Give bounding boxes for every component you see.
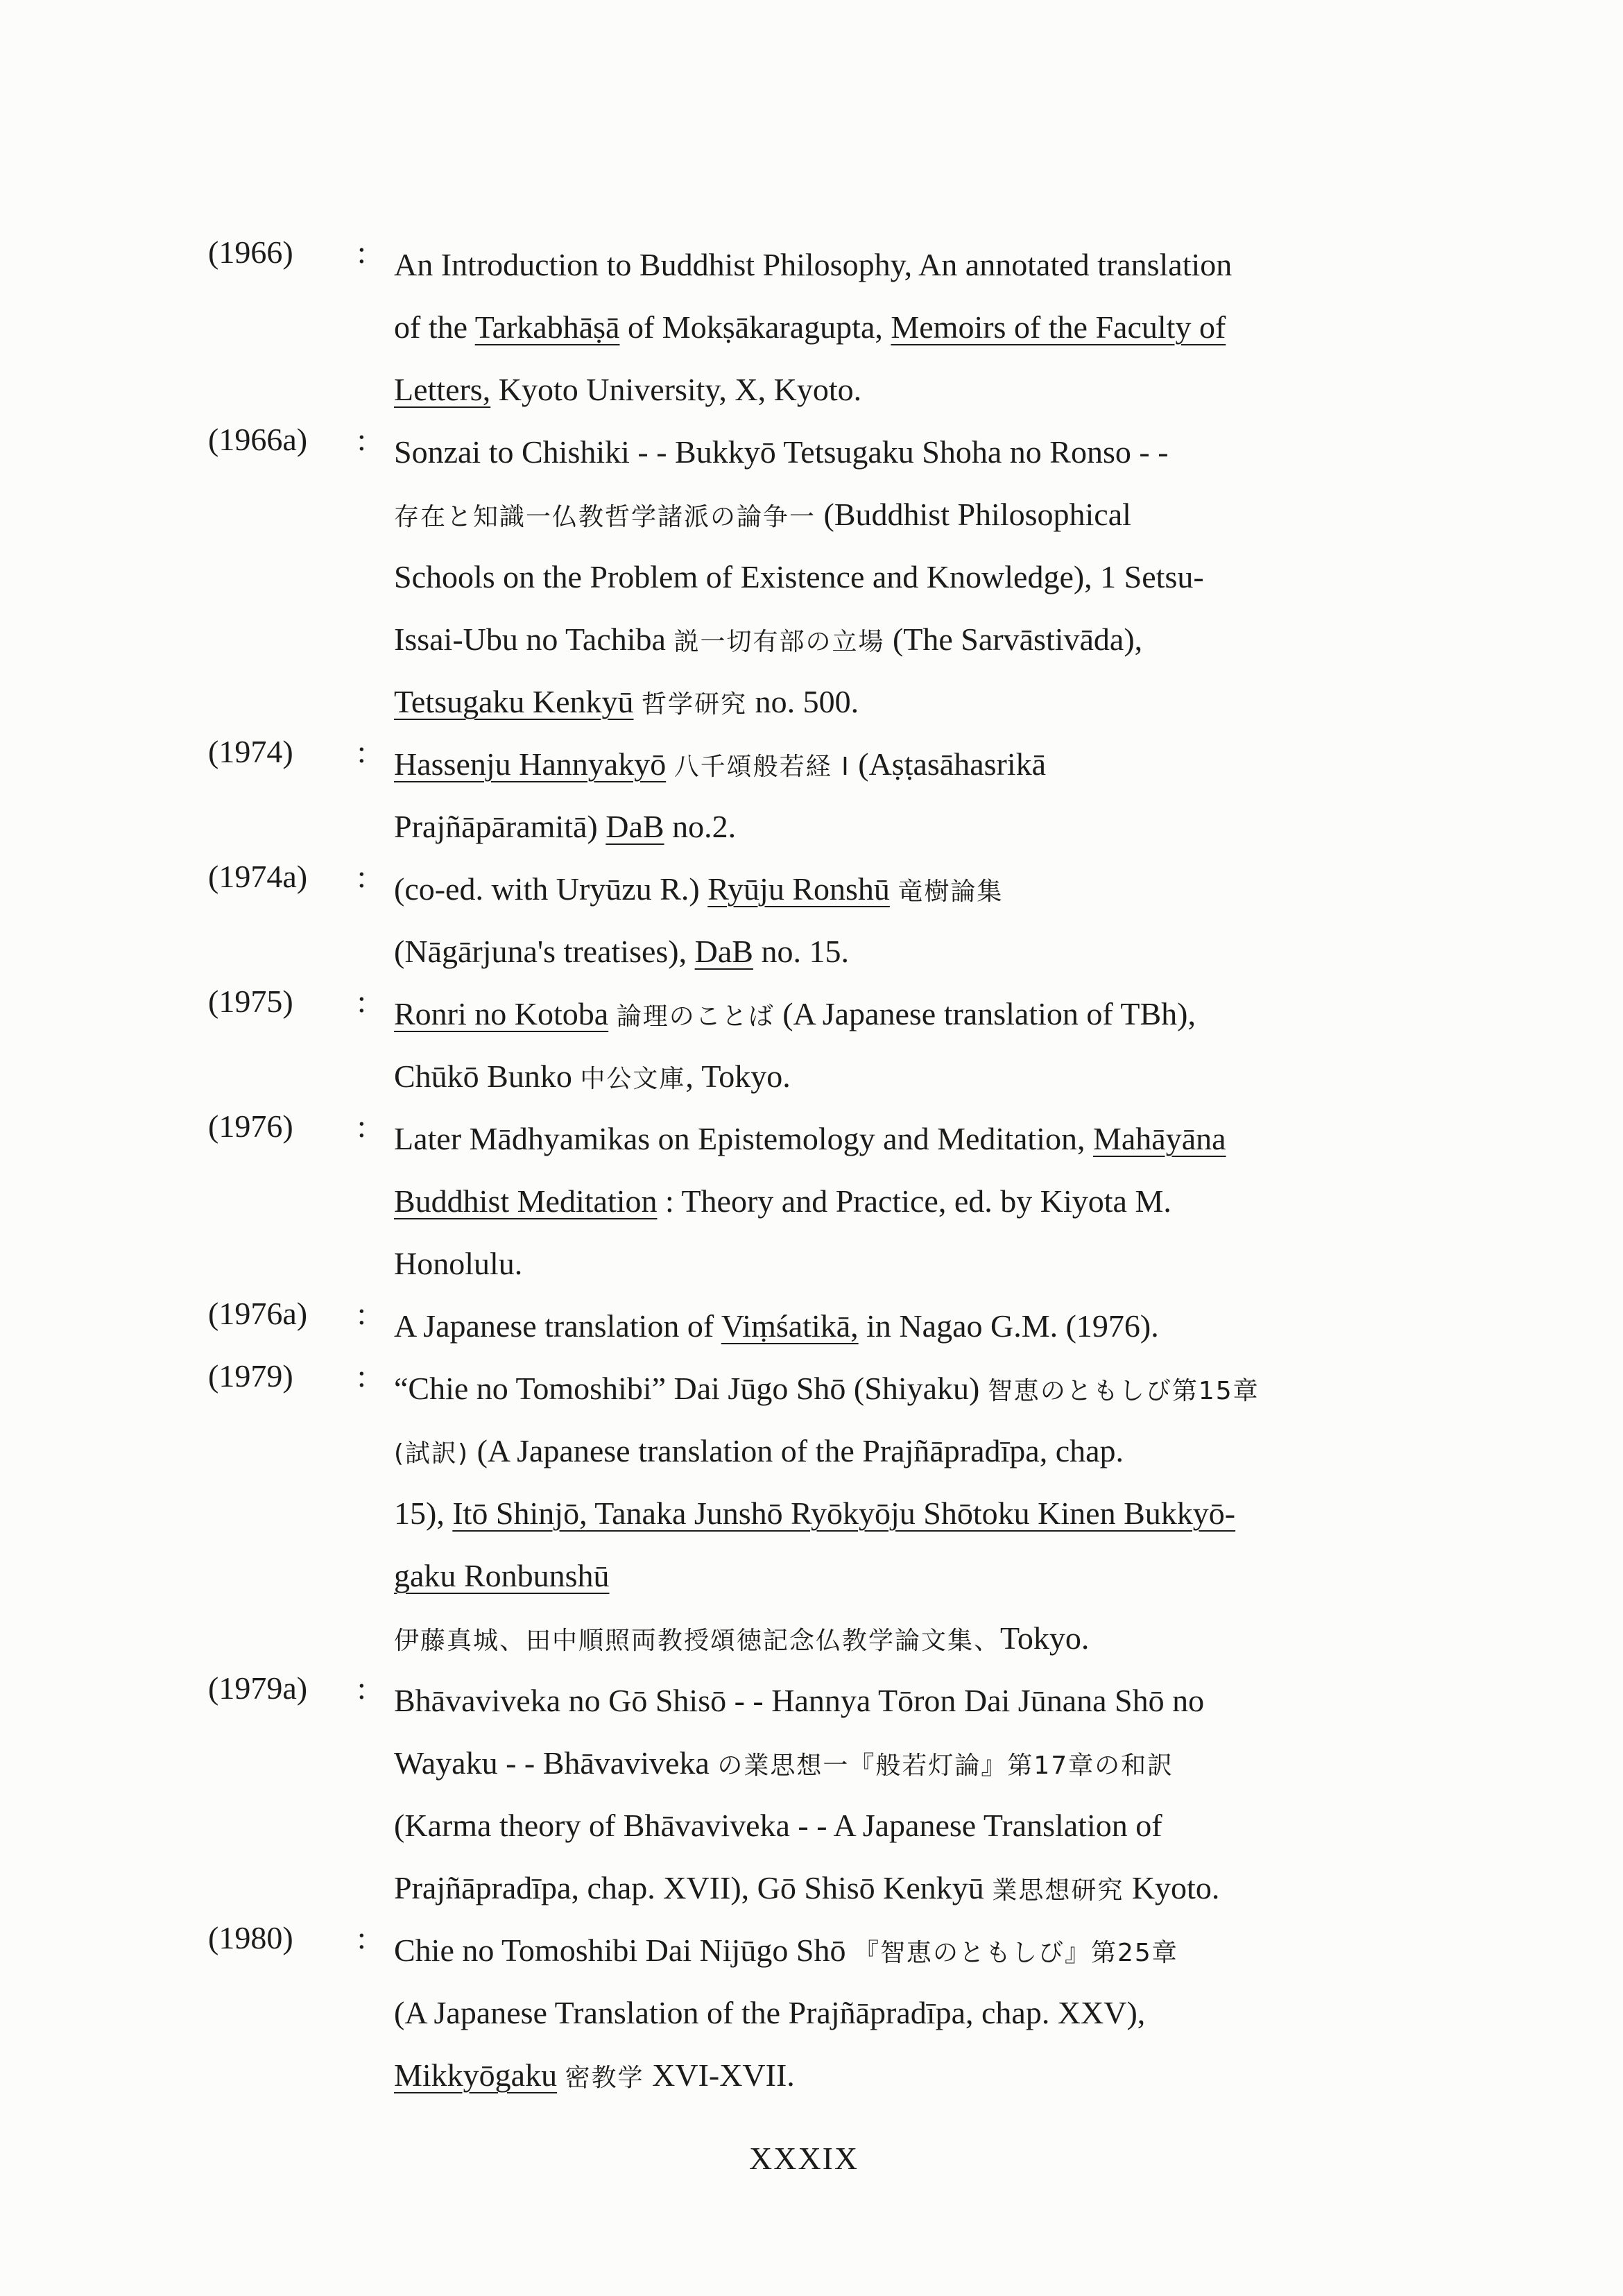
text-segment: Kyoto. (1124, 1870, 1220, 1905)
underlined-title: Hassenju Hannyakyō (394, 746, 667, 782)
underlined-title: Memoirs of the Faculty of (891, 309, 1226, 345)
text-segment: of the (394, 309, 475, 345)
text-segment: XVI-XVII. (644, 2057, 795, 2093)
entry-line (394, 2044, 1476, 2107)
text-segment (557, 2057, 565, 2093)
japanese-text: 『智恵のともしび』第25章 (853, 1939, 1178, 1967)
entry-text (394, 421, 1476, 733)
entry-separator: : (357, 1670, 366, 1706)
japanese-text: 竜樹論集 (898, 877, 1004, 906)
entry-line (394, 296, 1476, 359)
japanese-text: 八千頌般若経 I (673, 753, 850, 781)
entry-line (394, 733, 1476, 796)
entry-line (394, 1233, 1476, 1295)
text-segment: (A Japanese Translation of the Prajñāpradīpa, chap. XXV), (394, 1995, 1146, 2030)
text-segment (666, 746, 674, 782)
text-segment (890, 871, 898, 907)
text-segment: (The Sarvāstivāda), (884, 622, 1143, 657)
text-segment: Tokyo. (1000, 1620, 1090, 1656)
underlined-title: Tetsugaku Kenkyū (394, 684, 634, 719)
entry-separator: : (357, 734, 366, 769)
entry-line (394, 1357, 1476, 1420)
entry-separator: : (357, 1920, 366, 1955)
entry-year: (1979a) (208, 1670, 308, 1706)
entry-text (394, 1295, 1476, 1357)
entry-line (394, 1982, 1476, 2044)
entry-line (394, 1108, 1476, 1170)
entry-text (394, 234, 1476, 421)
entry-text (394, 1670, 1476, 1919)
text-segment: 15), (394, 1496, 453, 1531)
underlined-title: DaB (694, 934, 753, 969)
text-segment: no. 500. (747, 684, 859, 719)
japanese-text: 説一切有部の立場 (673, 628, 885, 656)
entry-year: (1976a) (208, 1296, 308, 1331)
text-segment: (Buddhist Philosophical (816, 497, 1131, 532)
japanese-text: (試訳) (394, 1439, 470, 1468)
entry-text (394, 858, 1476, 983)
japanese-text: の業思想一『般若灯論』第17章の和訳 (717, 1751, 1174, 1780)
entry-line (394, 1794, 1476, 1857)
entry-separator: : (357, 1296, 366, 1331)
entry-line (394, 1170, 1476, 1233)
japanese-text: 密教学 (565, 2064, 644, 2092)
text-segment: (co-ed. with Uryūzu R.) (394, 871, 708, 907)
entry-line (394, 1545, 1476, 1607)
entry-line (394, 1670, 1476, 1732)
page-number: XXXIX (749, 2141, 859, 2176)
text-segment: no. 15. (753, 934, 849, 969)
japanese-text: 業思想研究 (992, 1876, 1124, 1905)
text-segment: : Theory and Practice, ed. by Kiyota M. (657, 1183, 1171, 1219)
entry-year: (1980) (208, 1920, 293, 1955)
text-segment: Later Mādhyamikas on Epistemology and Meditation, (394, 1121, 1093, 1156)
entry-year: (1966) (208, 234, 293, 270)
entry-line (394, 1482, 1476, 1545)
underlined-title: Mahāyāna (1092, 1121, 1226, 1156)
entry-separator: : (357, 1358, 366, 1394)
text-segment: Schools on the Problem of Existence and Knowledge), 1 Setsu- (394, 559, 1204, 594)
entry-separator: : (357, 984, 366, 1019)
underlined-title: DaB (606, 809, 664, 844)
underlined-title: Letters, (394, 372, 491, 407)
text-segment: (Karma theory of Bhāvaviveka - - A Japanese Translation of (394, 1808, 1162, 1843)
entry-line (394, 608, 1476, 671)
japanese-text: 哲学研究 (642, 690, 748, 719)
japanese-text: 中公文庫 (580, 1065, 686, 1093)
text-segment: Bhāvaviveka no Gō Shisō - - Hannya Tōron Dai Jūnana Shō no (394, 1683, 1205, 1718)
underlined-title: Viṃśatikā, (721, 1308, 859, 1344)
entry-line (394, 1045, 1476, 1108)
text-segment: “Chie no Tomoshibi” Dai Jūgo Shō (Shiyaku) (394, 1371, 988, 1406)
entry-line (394, 796, 1476, 858)
entry-line (394, 671, 1476, 733)
text-segment: A Japanese translation of (394, 1308, 721, 1344)
entry-year: (1975) (208, 984, 293, 1019)
entry-separator: : (357, 422, 366, 457)
entry-year: (1974) (208, 734, 293, 769)
text-segment: Honolulu. (394, 1246, 523, 1281)
entry-line (394, 1295, 1476, 1357)
japanese-text: 論理のことば (616, 1002, 775, 1031)
text-segment: of Mokṣākaragupta, (619, 309, 891, 345)
underlined-title: Ryūju Ronshū (707, 871, 890, 907)
entry-separator: : (357, 234, 366, 270)
text-segment: An Introduction to Buddhist Philosophy, An annotated translation (394, 247, 1233, 282)
underlined-title: Ronri no Kotoba (394, 996, 609, 1031)
entry-year: (1979) (208, 1358, 293, 1394)
text-segment: Sonzai to Chishiki - - Bukkyō Tetsugaku Shoha no Ronso - - (394, 434, 1169, 470)
entry-year: (1974a) (208, 859, 308, 894)
underlined-title: Itō Shinjō, Tanaka Junshō Ryōkyōju Shōtoku Kinen Bukkyō- (452, 1496, 1236, 1531)
entry-line (394, 920, 1476, 983)
entry-text (394, 1108, 1476, 1295)
entry-line (394, 1919, 1476, 1982)
text-segment: Chie no Tomoshibi Dai Nijūgo Shō (394, 1933, 854, 1968)
entry-text (394, 1919, 1476, 2107)
entry-separator: : (357, 859, 366, 894)
entry-line (394, 1420, 1476, 1482)
entry-text (394, 1357, 1476, 1670)
entry-line (394, 1857, 1476, 1919)
underlined-title: Mikkyōgaku (394, 2057, 558, 2093)
text-segment: (A Japanese translation of TBh), (774, 996, 1196, 1031)
entry-year: (1966a) (208, 422, 308, 457)
japanese-text: 伊藤真城、田中順照両教授頌徳記念仏教学論文集、 (394, 1627, 1001, 1655)
text-segment: Chūkō Bunko (394, 1059, 581, 1094)
text-segment: (Nāgārjuna's treatises), (394, 934, 695, 969)
underlined-title: gaku Ronbunshū (394, 1558, 610, 1593)
entry-line (394, 858, 1476, 920)
text-segment: Prajñāpāramitā) (394, 809, 606, 844)
entry-line (394, 546, 1476, 608)
entry-line (394, 1732, 1476, 1794)
entry-line (394, 983, 1476, 1045)
text-segment (608, 996, 617, 1031)
text-segment (634, 684, 642, 719)
entry-line (394, 483, 1476, 546)
text-segment: Kyoto University, X, Kyoto. (490, 372, 862, 407)
text-segment: Wayaku - - Bhāvaviveka (394, 1745, 718, 1781)
entry-line (394, 234, 1476, 296)
entry-separator: : (357, 1108, 366, 1144)
entry-text (394, 733, 1476, 858)
japanese-text: 存在と知識一仏教哲学諸派の論争一 (394, 503, 816, 531)
text-segment: no.2. (664, 809, 737, 844)
entry-text (394, 983, 1476, 1108)
entry-year: (1976) (208, 1108, 293, 1144)
text-segment: (Aṣṭasāhasrikā (850, 746, 1047, 782)
entry-line (394, 421, 1476, 483)
text-segment: Prajñāpradīpa, chap. XVII), Gō Shisō Kenkyū (394, 1870, 993, 1905)
underlined-title: Buddhist Meditation (394, 1183, 658, 1219)
japanese-text: 智恵のともしび第15章 (987, 1377, 1260, 1405)
entry-line (394, 359, 1476, 421)
entry-line (394, 1607, 1476, 1670)
underlined-title: Tarkabhāṣā (474, 309, 620, 345)
text-segment: , Tokyo. (685, 1059, 791, 1094)
text-segment: Issai-Ubu no Tachiba (394, 622, 674, 657)
text-segment: in Nagao G.M. (1976). (858, 1308, 1159, 1344)
text-segment: (A Japanese translation of the Prajñāpradīpa, chap. (469, 1433, 1124, 1468)
